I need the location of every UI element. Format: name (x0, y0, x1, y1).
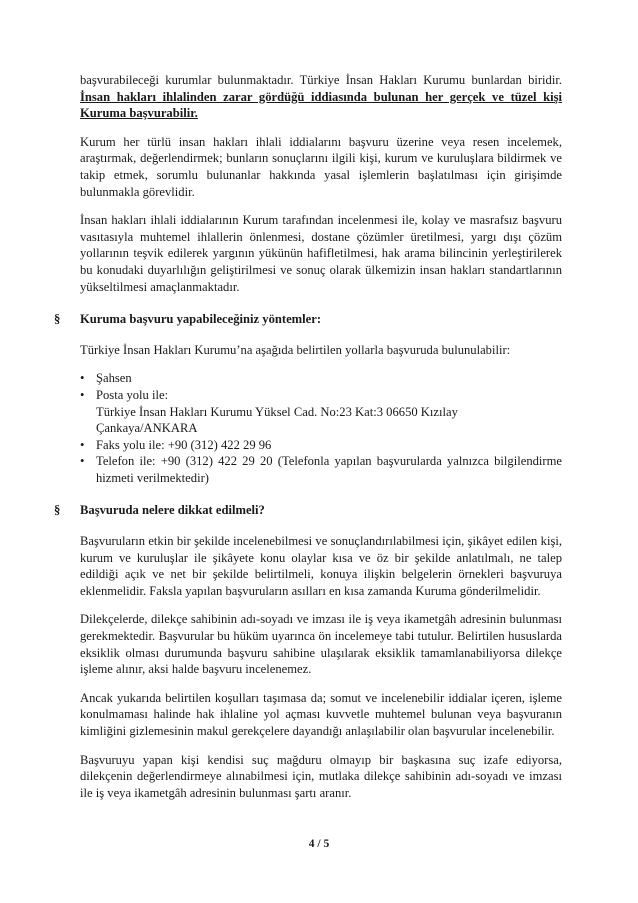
attention-paragraph: Dilekçelerde, dilekçe sahibinin adı-soyadı ve imzası ile iş veya ikametgâh adresinin bulunması gerekmektedir. Başvurular bu hüküm uyarınca ön incelemeye tabi tutulur. Belirtilen hususlarda eksiklik olması durumunda başvuru sahibine ulaşılarak eksiklik tamamlanabiliyorsa dilekçe işleme alınır, aksi halde başvuru incelenemez. (80, 612, 562, 677)
bullet-icon: • (80, 371, 85, 386)
bullet-icon: • (80, 387, 85, 402)
aims-paragraph: İnsan hakları ihlali iddialarının Kurum tarafından incelenmesi ile, kolay ve masrafsız başvuru vasıtasıyla muhtemel ihlallerin önlenmesi, dostane çözümler üretilmesi, yargı dışı çözüm yollarının teşvik edilerek yargının yükünün hafifletilmesi, hak arama bilincinin yerleştirilerek bu konudaki duyarlılığın geliştirilmesi ve sonuç olarak ülkemizin insan hakları standartlarının yükseltilmesi amaçlanmaktadır. (80, 213, 562, 294)
list-item-text: Posta yolu ile: (96, 387, 169, 402)
list-item (80, 387, 562, 437)
address-line: Türkiye İnsan Hakları Kurumu Yüksel Cad. No:23 Kat:3 06650 Kızılay (96, 404, 458, 419)
bullet-icon: • (80, 454, 85, 469)
attention-paragraph: Başvuruların etkin bir şekilde incelenebilmesi ve sonuçlandırılabilmesi için, şikâyet edilen kişi, kurum ve kuruluşlar ile şikâyete konu olaylar kısa ve öz bir şekilde anlatılmalı, ne talep edildiği açık ve net bir şekilde belirtilmeli, konuya ilişkin belgelerin örnekleri başvuruya eklenmelidir. Faksla yapılan başvuruların asılları en kısa zamanda Kuruma gönderilmelidir. (80, 534, 562, 598)
intro-text: başvurabileceği kurumlar bulunmaktadır. Türkiye İnsan Hakları Kurumu bunlardan biridir. (80, 73, 562, 87)
list-item-text: Telefon ile: +90 (312) 422 29 20 (Telefonla yapılan başvurularda yalnızca bilgilendirme hizmeti verilmektedir) (96, 454, 562, 485)
list-item-text: Şahsen (96, 371, 132, 386)
bullet-icon: • (80, 437, 85, 452)
section-title: Başvuruda nelere dikkat edilmeli? (80, 503, 265, 518)
list-item (80, 370, 562, 387)
list-item-text: Faks yolu ile: +90 (312) 422 29 96 (96, 437, 272, 452)
intro-underlined-text: İnsan hakları ihlalinden zarar gördüğü iddiasında bulunan her gerçek ve tüzel kişi Kuruma başvurabilir. (80, 89, 562, 121)
page-content (54, 72, 562, 813)
methods-intro: Türkiye İnsan Hakları Kurumu’na aşağıda belirtilen yollarla başvuruda bulunulabilir: (80, 342, 511, 357)
section-heading-methods (54, 311, 562, 328)
section-title: Kuruma başvuru yapabileceğiniz yöntemler: (80, 312, 322, 327)
attention-paragraph: Ancak yukarıda belirtilen koşulları taşımasa da; somut ve incelenebilir iddialar içeren, işleme konulmaması halinde hak ihlaline yol açması kuvvetle muhtemel bulunan veya başvuranın kimliğini gizlemesinin makul gerekçelere dayandığı anlaşılabilir olan başvurular incelenebilir. (80, 690, 562, 738)
list-item (80, 453, 562, 486)
page-number: 4 / 5 (308, 838, 330, 850)
attention-paragraph: Başvuruyu yapan kişi kendisi suç mağduru olmayıp bir başkasına suç izafe ediyorsa, dilekçenin değerlendirmeye alınabilmesi için, mutlaka dilekçe sahibinin adı-soyadı ve imzası ile iş veya ikametgâh adresinin bulunması şartı aranır. (80, 752, 562, 800)
section-heading-attention (54, 502, 562, 519)
address-line: Çankaya/ANKARA (96, 421, 198, 436)
section-symbol-icon: § (54, 312, 61, 327)
methods-list (80, 370, 562, 486)
mandate-paragraph: Kurum her türlü insan hakları ihlali iddialarını başvuru üzerine veya resen incelemek, araştırmak, değerlendirmek; bunların sonuçlarını ilgili kişi, kurum ve kuruluşlara bildirmek ve takip etmek, sorumlu bulunanlar hakkında yasal işlemlerin başlatılması için girişimde bulunmakla görevlidir. (80, 134, 562, 199)
list-item (80, 437, 562, 454)
section-symbol-icon: § (54, 503, 61, 518)
intro-paragraph (80, 72, 562, 122)
